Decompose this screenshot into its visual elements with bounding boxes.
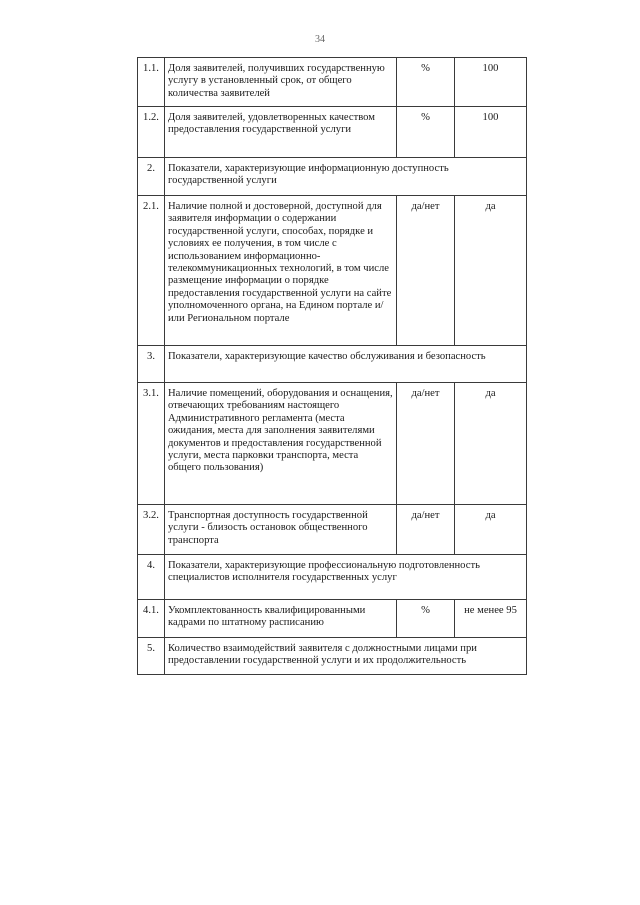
- section-title: Показатели, характеризующие профессиональную подготовленность специалистов исполнителя государственных услуг: [165, 555, 527, 600]
- value-cell: 100: [455, 107, 527, 158]
- page-number: 34: [315, 34, 325, 45]
- unit-cell: %: [397, 58, 455, 107]
- table-row: [138, 383, 527, 505]
- table-row: [138, 107, 527, 158]
- row-number: 2.1.: [138, 196, 165, 346]
- row-number: 4.1.: [138, 600, 165, 638]
- row-number: 3.2.: [138, 505, 165, 555]
- indicator-name: Доля заявителей, удовлетворенных качеством предоставления государственной услуги: [165, 107, 397, 158]
- indicator-name: Наличие полной и достоверной, доступной для заявителя информации о содержании государственной услуги, способах, порядке и условиях ее получения, в том числе с использованием информационно-телекоммуникационных технологий, в том числе размещение информации о порядке предоставления государственной услуги на сайте уполномоченного органа, на Едином портале и/или Региональном портале: [165, 196, 397, 346]
- table-row: [138, 505, 527, 555]
- indicator-name: Доля заявителей, получивших государственную услугу в установленный срок, от общего количества заявителей: [165, 58, 397, 107]
- value-cell: да: [455, 196, 527, 346]
- indicator-name: Укомплектованность квалифицированными кадрами по штатному расписанию: [165, 600, 397, 638]
- value-cell: 100: [455, 58, 527, 107]
- table-row: [138, 196, 527, 346]
- section-title: Показатели, характеризующие качество обслуживания и безопасность: [165, 346, 527, 383]
- indicators-table: [137, 57, 527, 675]
- table-row: [138, 600, 527, 638]
- section-number: 2.: [138, 158, 165, 196]
- section-header-row: [138, 638, 527, 675]
- section-header-row: [138, 346, 527, 383]
- row-number: 1.1.: [138, 58, 165, 107]
- section-title: Количество взаимодействий заявителя с должностными лицами при предоставлении государственной услуги и их продолжительность: [165, 638, 527, 675]
- indicator-name: Наличие помещений, оборудования и оснащения, отвечающих требованиям настоящего Административного регламента (места ожидания, места для заполнения заявителями документов и предоставления государственной услуги, места парковки транспорта, места общего пользования): [165, 383, 397, 505]
- unit-cell: да/нет: [397, 196, 455, 346]
- section-number: 5.: [138, 638, 165, 675]
- section-header-row: [138, 158, 527, 196]
- row-number: 1.2.: [138, 107, 165, 158]
- table-row: [138, 58, 527, 107]
- value-cell: да: [455, 505, 527, 555]
- section-title: Показатели, характеризующие информационную доступность государственной услуги: [165, 158, 527, 196]
- indicator-name: Транспортная доступность государственной услуги - близость остановок общественного транспорта: [165, 505, 397, 555]
- row-number: 3.1.: [138, 383, 165, 505]
- section-number: 3.: [138, 346, 165, 383]
- unit-cell: да/нет: [397, 505, 455, 555]
- section-number: 4.: [138, 555, 165, 600]
- value-cell: не менее 95: [455, 600, 527, 638]
- unit-cell: да/нет: [397, 383, 455, 505]
- unit-cell: %: [397, 107, 455, 158]
- section-header-row: [138, 555, 527, 600]
- value-cell: да: [455, 383, 527, 505]
- unit-cell: %: [397, 600, 455, 638]
